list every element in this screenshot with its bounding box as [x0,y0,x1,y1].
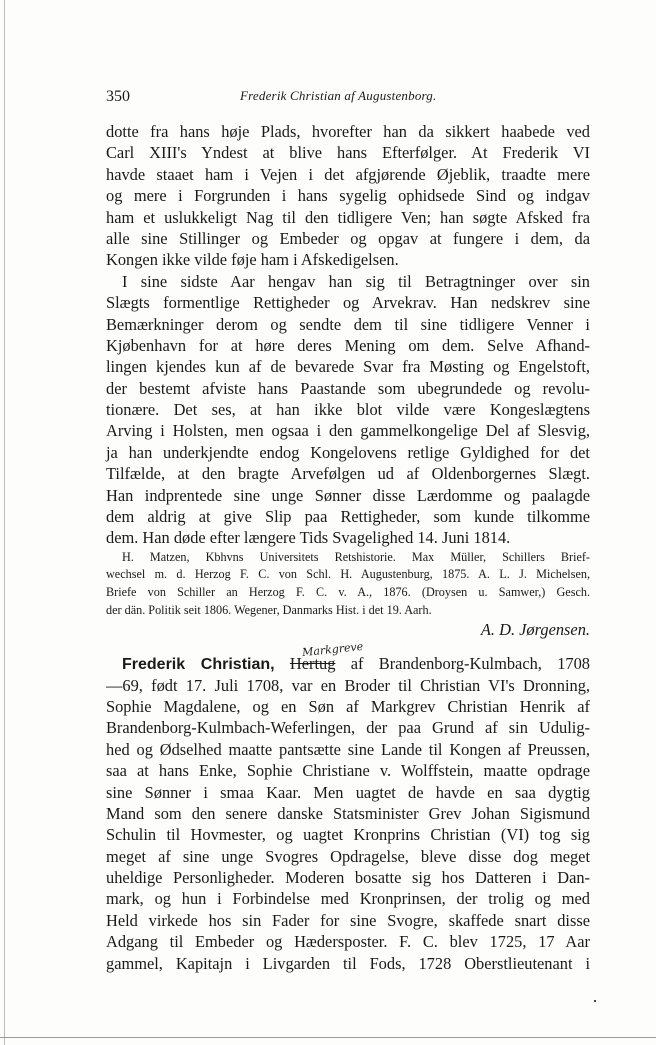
text-line: Mand som den senere danske Statsminister Grev Johan Sigismund [106,803,590,823]
text-line: Han indprentede sine unge Sønner disse Lærdomme og paalagde [106,485,590,505]
page-bottom-rule [0,1037,656,1038]
text-line: der bestemt afviste hans Paastande som ubegrundede og revolu- [106,378,590,398]
text-line: Bemærkninger derom og sendte dem til sine tidligere Venner i [106,314,590,334]
text-line: —69, født 17. Juli 1708, var en Broder til Christian VI's Dronning, [106,675,590,695]
text-line: og mere i Forgrunden i hans sygelig ophidsede Sind og indgav [106,186,590,206]
text-line: Kjøbenhavn for at høre deres Mening om dem. Selve Afhand- [106,335,590,355]
text-line: Brandenborg-Kulmbach-Weferlingen, der paa Grund af sin Udulig- [106,718,590,738]
text-line: hed og Ødselhed maatte pantsætte sine Lande til Kongen af Preussen, [106,739,590,759]
reference-line: der dän. Politik seit 1806. Wegener, Danmarks Hist. i det 19. Aarh. [106,602,432,617]
head-line-rest: af Brandenborg-Kulmbach, 1708 [350,654,590,674]
text-line: I sine sidste Aar hengav han sig til Betragtninger over sin [122,271,590,291]
text-line: uheldige Personligheder. Moderen bosatte sig hos Datteren i Dan- [106,868,590,888]
text-line: gammel, Kapitajn i Livgarden til Fods, 1728 Oberstlieutenant i [106,953,590,973]
main-text [106,121,590,974]
text-line: Tilfælde, at den bragte Arvefølgen ud af Oldenborgernes Slægt. [106,464,590,484]
text-line: ham et uslukkeligt Nag til den tidligere Ven; han søgte Afsked fra [106,207,590,227]
text-line: Arving i Holsten, men ogsaa i den gammelkongelige Del af Slesvig, [106,421,590,441]
text-line: dotte fra hans høje Plads, hvorefter han da sikkert haabede ved [106,122,590,141]
running-title: Frederik Christian af Augustenborg. [240,88,437,103]
text-line: meget af sine unge Svogres Opdragelse, bleve disse dog meget [106,846,590,866]
text-line: Carl XIII's Yndest at blive hans Efterfølger. At Frederik VI [106,143,590,163]
text-line: Sophie Magdalene, og en Søn af Markgrev Christian Henrik af [106,696,590,716]
handwritten-correction: Markgreve [301,640,364,660]
text-line: havde staaet ham i Vejen i det afgjørende Øjeblik, traadte mere [106,164,590,184]
struck-word: Hertug [289,654,336,674]
reference-line: Briefe von Schiller an Herzog F. C. v. A., 1876. (Droysen u. Samwer,) Gesch. [106,585,590,599]
text-line: sine Sønner i smaa Kaar. Men uagtet de havde en saa dygtig [106,782,590,802]
text-line: Slægts formentlige Rettigheder og Arvekrav. Han nedskrev sine [106,293,590,313]
entry1-paragraph2 [106,271,590,549]
text-line: Schulin til Hovmester, og uagtet Kronprins Christian (VI) tog sig [106,825,590,845]
page-edge-rule [4,0,5,1045]
author-signature: A. D. Jørgensen. [480,620,590,640]
text-line: Held virkede hos sin Fader for sine Svogre, skaffede snart disse [106,910,590,930]
entry2 [106,640,590,974]
text-line: dem aldrig at give Slip paa Rettigheder, som kunde tilkomme [106,507,590,527]
reference-line: wechsel m. d. Herzog F. C. von Schl. H. Augustenburg, 1875. A. L. J. Michelsen, [106,567,590,582]
ink-speck [594,1000,596,1002]
text-line: ja han underkjendte endog Kongelovens retlige Gyldighed for det [106,442,590,462]
entry1-paragraph1 [106,121,590,271]
text-line: saa at hans Enke, Sophie Christiane v. Wolffstein, maatte opdrage [106,761,590,781]
text-line: lingen kjendes kun af de bevarede Svar fra Møsting og Engelstoft, [106,357,590,377]
text-line: alle sine Stillinger og Embeder og opgav at fungere i dem, da [106,228,590,248]
text-line: dem. Han døde efter længere Tids Svagelighed 14. Juni 1814. [106,528,511,548]
entry2-head-line [106,640,590,674]
text-line: Kongen ikke vilde føje ham i Afskedigelsen. [106,250,399,270]
entry-name: Frederik Christian, [122,656,275,674]
text-line: Adgang til Embeder og Hædersposter. F. C. blev 1725, 17 Aar [106,932,590,952]
references [106,549,590,619]
page-header [106,88,590,108]
text-line: mark, og hun i Forbindelse med Kronprinsen, der trolig og med [106,889,590,909]
reference-line: H. Matzen, Kbhvns Universitets Retshistorie. Max Müller, Schillers Brief- [122,549,590,564]
text-line: tionære. Det ses, at han ikke blot vilde være Kongeslægtens [106,400,590,420]
page-number: 350 [106,88,130,105]
